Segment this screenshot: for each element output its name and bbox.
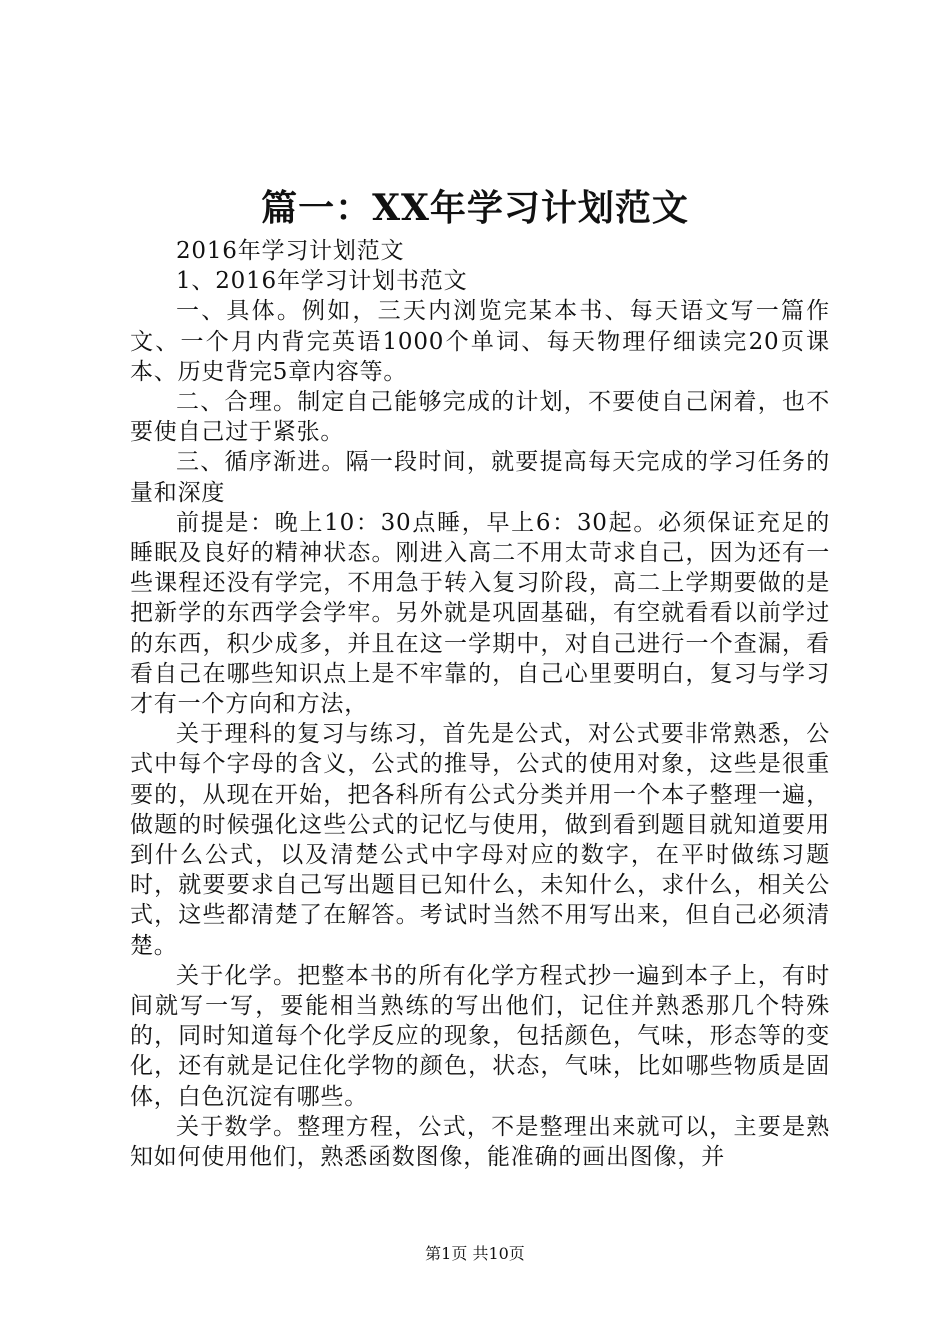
paragraph: 前提是：晚上10：30点睡，早上6：30起。必须保证充足的睡眠及良好的精神状态。刚进入高二不用太苛求自己，因为还有一些课程还没有学完，不用急于转入复习阶段，高二上学期要做的是把新学的东西学会学牢。另外就是巩固基础，有空就看看以前学过的东西，积少成多，并且在这一学期中，对自己进行一个查漏，看看自己在哪些知识点上是不牢靠的，自己心里要明白，复习与学习才有一个方向和方法， xyxy=(130,509,830,718)
paragraph: 关于理科的复习与练习，首先是公式，对公式要非常熟悉，公式中每个字母的含义，公式的推导，公式的使用对象，这些是很重要的，从现在开始，把各科所有公式分类并用一个本子整理一遍，做题的时候强化这些公式的记忆与使用，做到看到题目就知道要用到什么公式，以及清楚公式中字母对应的数字，在平时做练习题时，就要要求自己写出题目已知什么，未知什么，求什么，相关公式，这些都清楚了在解答。考试时当然不用写出来，但自己必须清楚。 xyxy=(130,721,830,959)
page-footer: 第1页 共10页 xyxy=(425,1244,525,1263)
document-body xyxy=(130,236,830,1172)
paragraph: 关于化学。把整本书的所有化学方程式抄一遍到本子上，有时间就写一写，要能相当熟练的写出他们，记住并熟悉那几个特殊的，同时知道每个化学反应的现象，包括颜色，气味，形态等的变化，还有就是记住化学物的颜色，状态，气味，比如哪些物质是固体，白色沉淀有哪些。 xyxy=(130,962,830,1110)
paragraph: 一、具体。例如，三天内浏览完某本书、每天语文写一篇作文、一个月内背完英语1000个单词、每天物理仔细读完20页课本、历史背完5章内容等。 xyxy=(130,298,830,385)
paragraph: 三、循序渐进。隔一段时间，就要提高每天完成的学习任务的量和深度 xyxy=(130,449,830,506)
paragraph: 1、2016年学习计划书范文 xyxy=(176,268,468,295)
paragraph: 二、合理。制定自己能够完成的计划，不要使自己闲着，也不要使自己过于紧张。 xyxy=(130,389,830,446)
document-title: 篇一：XX年学习计划范文 xyxy=(261,187,689,229)
paragraph: 关于数学。整理方程，公式，不是整理出来就可以，主要是熟知如何使用他们，熟悉函数图像，能准确的画出图像，并 xyxy=(130,1113,830,1171)
paragraph: 2016年学习计划范文 xyxy=(176,238,405,264)
